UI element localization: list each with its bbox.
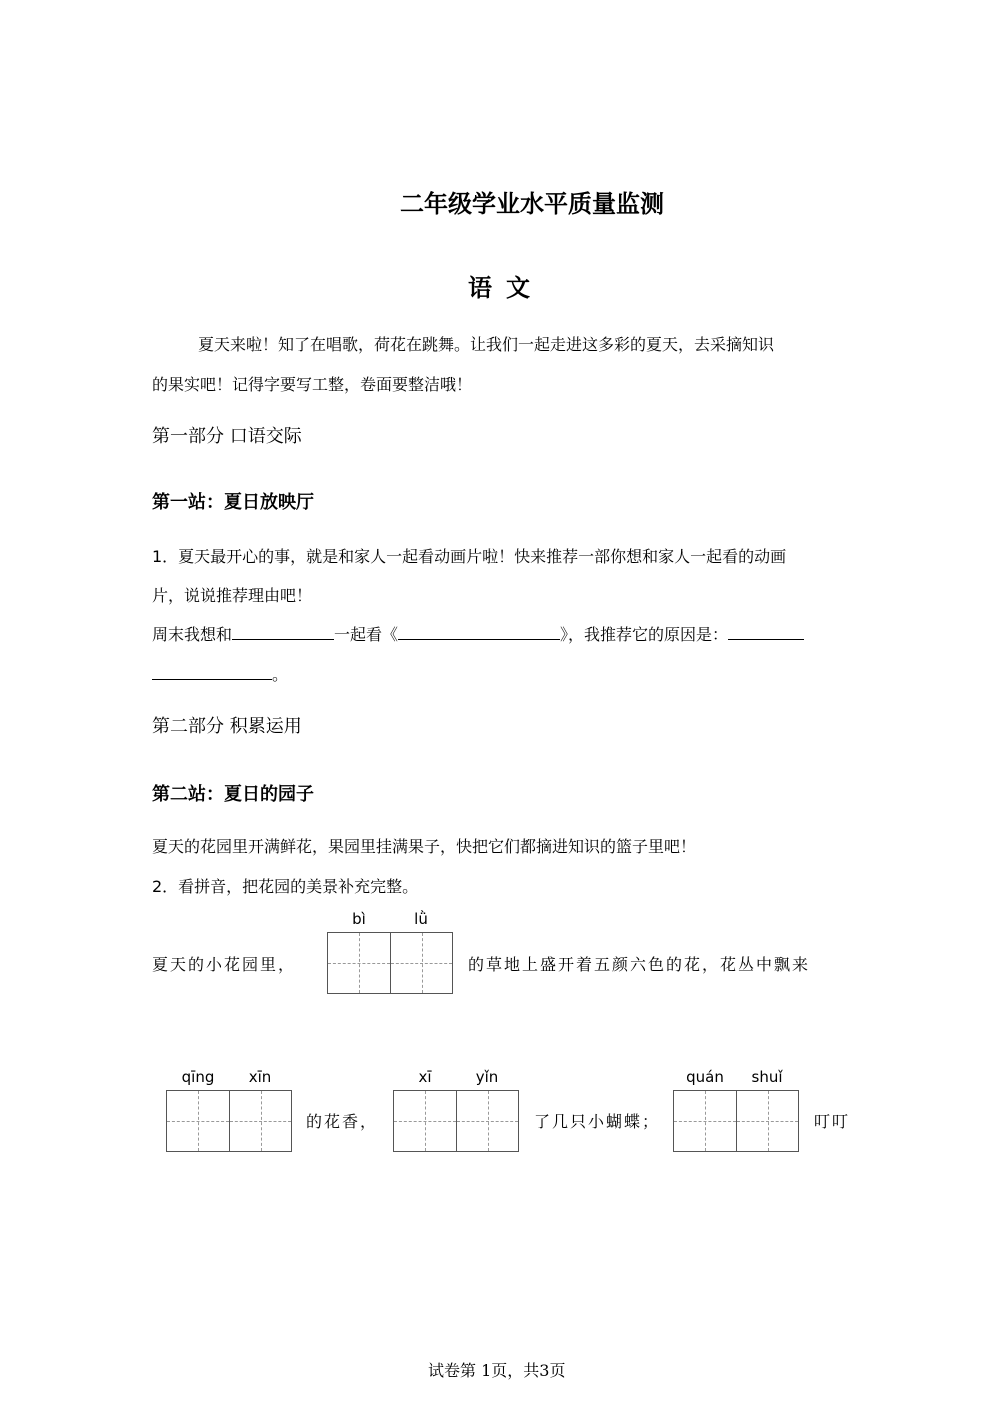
blank-cartoon[interactable]: [398, 625, 560, 640]
grid-cell[interactable]: [390, 933, 452, 993]
grid-cell[interactable]: [229, 1091, 291, 1151]
grid-cell[interactable]: [456, 1091, 518, 1151]
subject-title: 语文: [468, 274, 544, 302]
question-1-line-2: 片，说说推荐理由吧！: [152, 586, 313, 605]
line2-text-1: 的花香，: [306, 1112, 379, 1131]
fill-text-c: 》，我推荐它的原因是：: [560, 625, 729, 644]
grid-cell[interactable]: [674, 1091, 736, 1151]
question-2: 2．看拼音，把花园的美景补充完整。: [152, 877, 419, 896]
fill-text-b: 一起看《: [334, 625, 399, 644]
writing-grid-quanshui[interactable]: [673, 1090, 799, 1152]
line2-text-2: 了几只小蝴蝶；: [534, 1112, 661, 1131]
writing-grid-xiyin[interactable]: [393, 1090, 519, 1152]
part2-intro: 夏天的花园里开满鲜花，果园里挂满果子，快把它们都摘进知识的篮子里吧！: [152, 837, 697, 856]
question-1-line-1: 1．夏天最开心的事，就是和家人一起看动画片啦！快来推荐一部你想和家人一起看的动画: [152, 547, 787, 566]
pinyin-bi: bì: [352, 910, 366, 928]
part2-heading: 第二部分 积累运用: [152, 716, 302, 737]
grid-cell[interactable]: [394, 1091, 456, 1151]
grid-cell[interactable]: [167, 1091, 229, 1151]
pinyin-qing: qīng: [181, 1068, 215, 1086]
pinyin-xin: xīn: [248, 1068, 272, 1086]
station1-heading: 第一站：夏日放映厅: [152, 492, 314, 513]
intro-line-2: 的果实吧！记得字要写工整，卷面要整洁哦！: [152, 375, 473, 394]
fill-end: 。: [272, 665, 289, 684]
pinyin-shui: shuǐ: [751, 1068, 783, 1086]
question-1-fill-line-2: [152, 662, 288, 685]
page-title: 二年级学业水平质量监测: [400, 190, 664, 218]
line1-before: 夏天的小花园里，: [152, 955, 297, 974]
blank-reason-1[interactable]: [728, 625, 804, 640]
part1-heading: 第一部分 口语交际: [152, 426, 302, 447]
blank-reason-2[interactable]: [152, 665, 272, 680]
writing-grid-qingxin[interactable]: [166, 1090, 292, 1152]
writing-grid-bilu[interactable]: [327, 932, 453, 994]
pinyin-quan: quán: [686, 1068, 724, 1086]
line1-after: 的草地上盛开着五颜六色的花，花丛中飘来: [468, 955, 811, 974]
question-1-fill-line: [152, 622, 804, 645]
pinyin-xi: xī: [418, 1068, 432, 1086]
blank-who[interactable]: [232, 625, 334, 640]
grid-cell[interactable]: [736, 1091, 798, 1151]
pinyin-yin: yǐn: [475, 1068, 499, 1086]
line2-text-3: 叮叮: [814, 1112, 851, 1131]
page-footer: 试卷第 1页，共3页: [428, 1361, 566, 1380]
pinyin-lu: lǜ: [414, 910, 428, 928]
intro-line-1: 夏天来啦！知了在唱歌，荷花在跳舞。让我们一起走进这多彩的夏天，去采摘知识: [198, 335, 775, 354]
grid-cell[interactable]: [328, 933, 390, 993]
fill-text-a: 周末我想和: [152, 625, 233, 644]
station2-heading: 第二站：夏日的园子: [152, 784, 314, 805]
